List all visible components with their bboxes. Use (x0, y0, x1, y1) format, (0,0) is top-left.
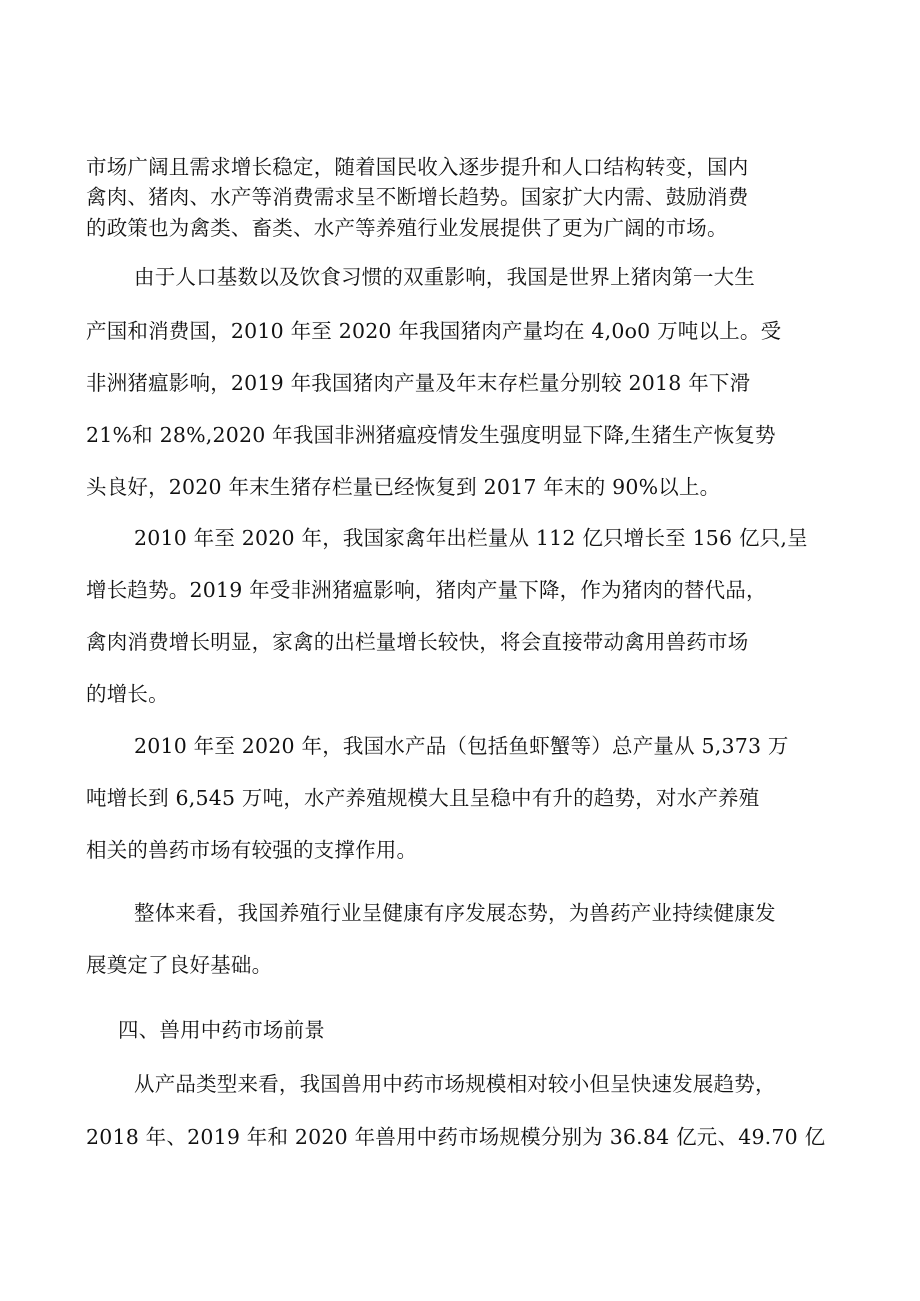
p2-line-3: 非洲猪瘟影响，2019 年我国猪肉产量及年末存栏量分别较 2018 年下滑 (86, 371, 751, 395)
p4-line-2: 吨增长到 6,545 万吨，水产养殖规模大且呈稳中有升的趋势，对水产养殖 (86, 786, 760, 810)
p2-line-4: 21%和 28%,2020 年我国非洲猪瘟疫情发生强度明显下降,生猪生产恢复势 (86, 423, 776, 447)
p5-line-1: 整体来看，我国养殖行业呈健康有序发展态势，为兽药产业持续健康发 (134, 901, 776, 925)
p5-line-2: 展奠定了良好基础。 (86, 953, 273, 977)
p2-line-1: 由于人口基数以及饮食习惯的双重影响，我国是世界上猪肉第一大生 (134, 265, 755, 289)
p1-line-1: 市场广阔且需求增长稳定，随着国民收入逐步提升和人口结构转变，国内 (86, 155, 749, 179)
p6-line-2: 2018 年、2019 年和 2020 年兽用中药市场规模分别为 36.84 亿元、49.70 亿 (86, 1125, 826, 1149)
p1-line-2: 禽肉、猪肉、水产等消费需求呈不断增长趋势。国家扩大内需、鼓励消费 (86, 185, 749, 209)
p3-line-2: 增长趋势。2019 年受非洲猪瘟影响，猪肉产量下降，作为猪肉的替代品， (86, 578, 767, 602)
p3-line-3: 禽肉消费增长明显，家禽的出栏量增长较快，将会直接带动禽用兽药市场 (86, 630, 749, 654)
p6-line-1: 从产品类型来看，我国兽用中药市场规模相对较小但呈快速发展趋势， (134, 1072, 776, 1096)
p2-line-5: 头良好，2020 年末生猪存栏量已经恢复到 2017 年末的 90%以上。 (86, 475, 721, 499)
p1-line-3: 的政策也为禽类、畜类、水产等养殖行业发展提供了更为广阔的市场。 (86, 216, 728, 240)
p4-line-3: 相关的兽药市场有较强的支撑作用。 (86, 838, 418, 862)
p3-line-4: 的增长。 (86, 682, 169, 706)
section-heading: 四、兽用中药市场前景 (118, 1018, 325, 1042)
p2-line-2: 产国和消费国，2010 年至 2020 年我国猪肉产量均在 4,0o0 万吨以上。受 (86, 319, 782, 343)
p4-line-1: 2010 年至 2020 年，我国水产品（包括鱼虾蟹等）总产量从 5,373 万 (134, 734, 789, 758)
p3-line-1: 2010 年至 2020 年，我国家禽年出栏量从 112 亿只增长至 156 亿只,呈 (134, 526, 808, 550)
